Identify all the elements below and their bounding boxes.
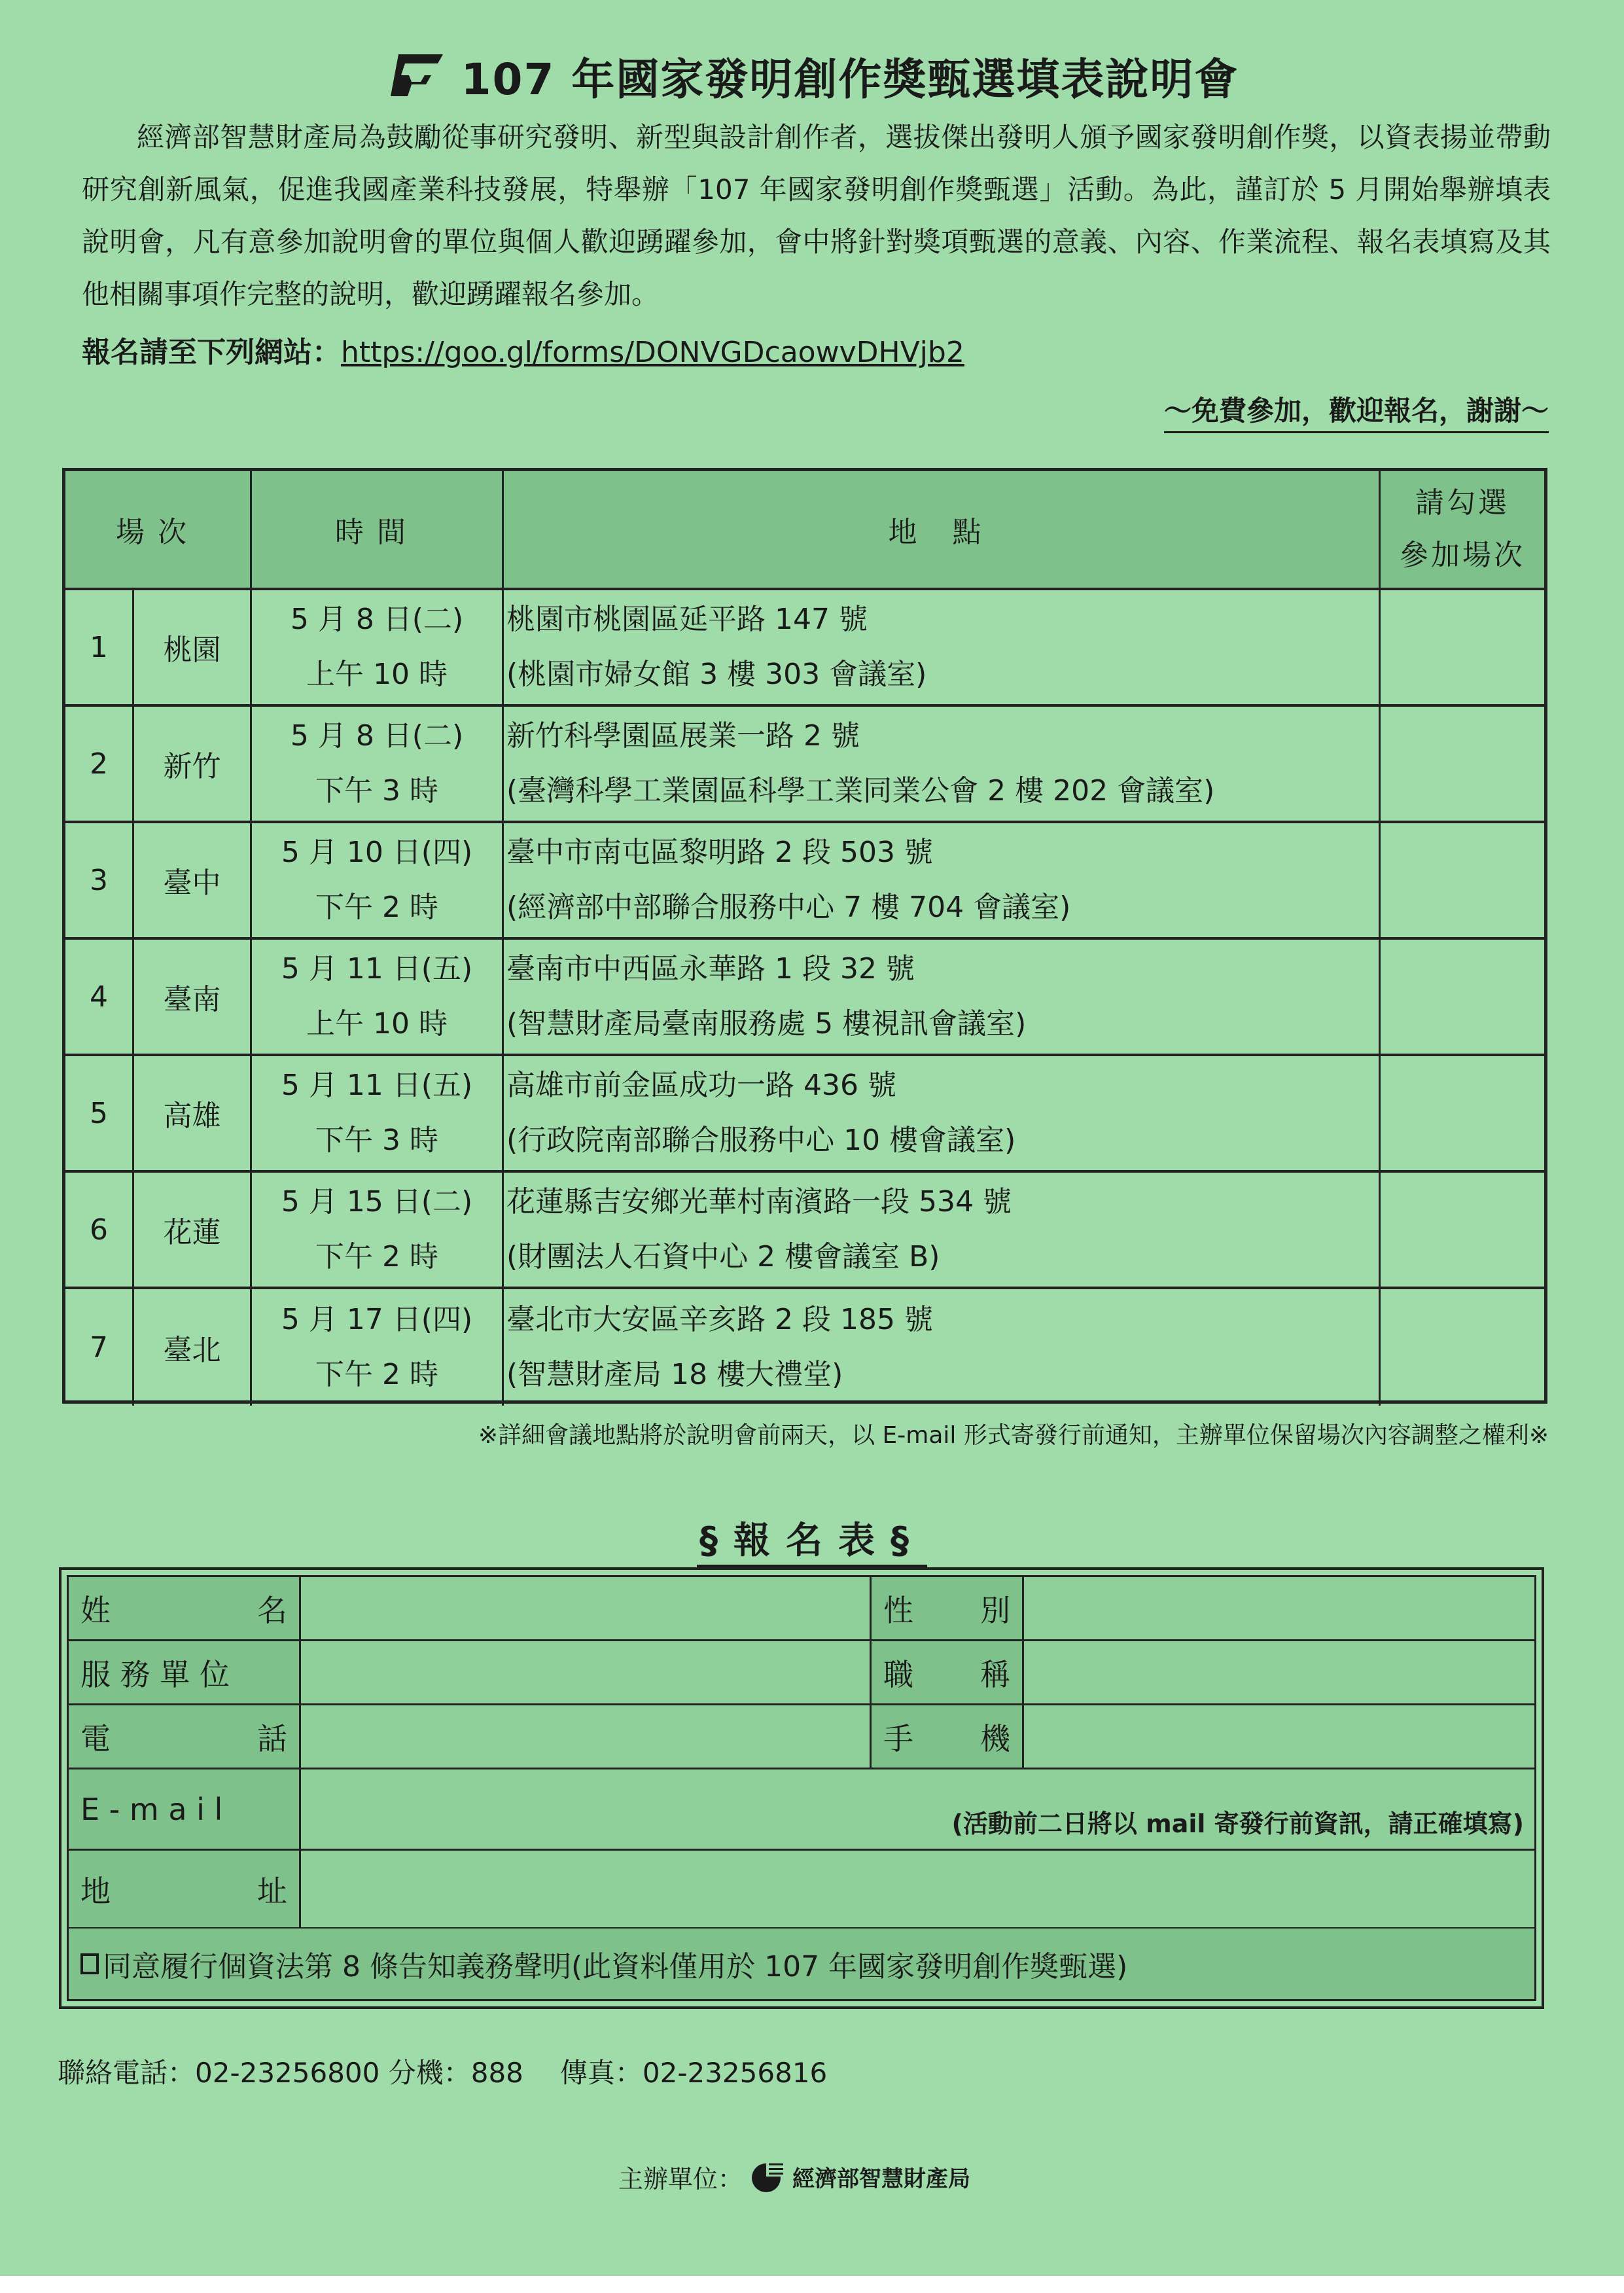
form-row-email (69, 1769, 1534, 1851)
session-check-cell[interactable] (1381, 1173, 1544, 1287)
intro-paragraph: 經濟部智慧財產局為鼓勵從事研究發明、新型與設計創作者，選拔傑出發明人頒予國家發明創作獎，以資表揚並帶動研究創新風氣，促進我國產業科技發展，特舉辦「107 年國家發明創作獎甄選」活動。為此，謹訂於 5 月開始舉辦填表說明會，凡有意參加說明會的單位與個人歡迎踴躍參加，會中將針對獎項甄選的意義、內容、作業流程、報名表填寫及其他相關事項作完整的說明，歡迎踴躍報名參加。 (82, 121, 1551, 310)
gender-field[interactable] (1024, 1577, 1534, 1639)
session-address (504, 590, 1381, 704)
address-line: 臺南市中西區永華路 1 段 32 號 (506, 952, 915, 986)
phone-label (69, 1705, 301, 1768)
organizer (618, 2158, 970, 2195)
organizer-name: 經濟部智慧財產局 (792, 2165, 971, 2192)
gender-label-b: 別 (980, 1592, 1010, 1628)
form-title (0, 1512, 1624, 1564)
address-line: 高雄市前金區成功一路 436 號 (506, 1069, 896, 1102)
session-city: 桃園 (134, 590, 252, 704)
session-hour: 下午 2 時 (315, 1240, 438, 1273)
email-note: (活動前二日將以 mail 寄發行前資訊，請正確填寫) (951, 1809, 1524, 1838)
venue-line: (桃園市婦女館 3 樓 303 會議室) (506, 658, 927, 691)
form-row-phone (69, 1705, 1534, 1769)
session-check-cell[interactable] (1381, 1289, 1544, 1406)
session-address (504, 707, 1381, 821)
session-hour: 下午 2 時 (315, 891, 438, 924)
session-time (252, 1056, 504, 1170)
signup-label: 報名請至下列網站： (82, 336, 341, 369)
session-city: 臺南 (134, 940, 252, 1054)
form-row-name (69, 1577, 1534, 1641)
session-hour: 上午 10 時 (306, 1007, 448, 1040)
address-line: 臺北市大安區辛亥路 2 段 185 號 (506, 1303, 933, 1336)
schedule-row (65, 1289, 1544, 1406)
session-hour: 下午 2 時 (315, 1358, 438, 1391)
schedule-row (65, 823, 1544, 940)
name-label-a: 姓 (80, 1592, 111, 1628)
session-number: 3 (65, 823, 134, 937)
session-check-cell[interactable] (1381, 1056, 1544, 1170)
email-field[interactable] (301, 1769, 1534, 1849)
session-check-cell[interactable] (1381, 823, 1544, 937)
session-city: 臺北 (134, 1289, 252, 1406)
mobile-label-b: 機 (980, 1720, 1010, 1756)
address-line: 桃園市桃園區延平路 147 號 (506, 603, 868, 636)
session-time (252, 940, 504, 1054)
session-city: 高雄 (134, 1056, 252, 1170)
session-city: 臺中 (134, 823, 252, 937)
address-label-a: 地 (80, 1873, 111, 1909)
session-check-cell[interactable] (1381, 940, 1544, 1054)
venue-line: (智慧財產局臺南服務處 5 樓視訊會議室) (506, 1007, 1027, 1040)
page-title: 107 年國家發明創作獎甄選填表說明會 (461, 54, 1239, 105)
session-time (252, 1173, 504, 1287)
session-address (504, 1289, 1381, 1406)
scan-edge (0, 2276, 1624, 2293)
org-label: 服 務 單 位 (69, 1641, 301, 1703)
session-address (504, 1056, 1381, 1170)
contact-phone: 聯絡電話：02-23256800 分機：888 (58, 2057, 523, 2089)
schedule-table (62, 468, 1547, 1404)
name-label-b: 名 (257, 1592, 287, 1628)
venue-line: (智慧財產局 18 樓大禮堂) (506, 1358, 843, 1391)
venue-line: (行政院南部聯合服務中心 10 樓會議室) (506, 1124, 1016, 1157)
registration-form (59, 1567, 1544, 2009)
address-line: 花蓮縣吉安鄉光華村南濱路一段 534 號 (506, 1185, 1012, 1218)
session-address (504, 1173, 1381, 1287)
session-address (504, 823, 1381, 937)
address-label-b: 址 (257, 1873, 287, 1909)
form-title-text: §報名表§ (697, 1520, 927, 1567)
session-number: 7 (65, 1289, 134, 1406)
session-date: 5 月 10 日(四) (281, 836, 473, 869)
job-title-label-a: 職 (883, 1656, 913, 1692)
mobile-label-a: 手 (883, 1720, 913, 1756)
mobile-field[interactable] (1024, 1705, 1534, 1768)
session-check-cell[interactable] (1381, 590, 1544, 704)
session-time (252, 1289, 504, 1406)
job-title-field[interactable] (1024, 1641, 1534, 1703)
session-city: 新竹 (134, 707, 252, 821)
job-title-label-b: 稱 (980, 1656, 1010, 1692)
organizer-label: 主辦單位： (618, 2164, 743, 2194)
consent-row (69, 1929, 1534, 1999)
session-date: 5 月 8 日(二) (290, 603, 464, 636)
tipo-small-logo-icon (749, 2158, 788, 2195)
mobile-label (872, 1705, 1024, 1768)
session-date: 5 月 11 日(五) (281, 952, 473, 986)
schedule-row (65, 940, 1544, 1056)
schedule-row (65, 707, 1544, 823)
contact-fax: 傳真：02-23256816 (559, 2057, 828, 2089)
gender-label (872, 1577, 1024, 1639)
venue-line: (財團法人石資中心 2 樓會議室 B) (506, 1240, 940, 1273)
schedule-header-row (65, 471, 1544, 590)
session-hour: 下午 3 時 (315, 774, 438, 808)
header-check-line2: 參加場次 (1400, 539, 1525, 572)
org-field[interactable] (301, 1641, 872, 1703)
contact-info (58, 2052, 864, 2091)
signup-line (82, 329, 964, 370)
title-row (0, 33, 1624, 118)
session-date: 5 月 15 日(二) (281, 1185, 473, 1218)
session-check-cell[interactable] (1381, 707, 1544, 821)
venue-line: (經濟部中部聯合服務中心 7 樓 704 會議室) (506, 891, 1071, 924)
schedule-row (65, 1056, 1544, 1173)
address-label (69, 1851, 301, 1927)
name-field[interactable] (301, 1577, 872, 1639)
session-number: 4 (65, 940, 134, 1054)
session-date: 5 月 17 日(四) (281, 1303, 473, 1336)
registration-form-inner (67, 1575, 1536, 2001)
phone-label-b: 話 (257, 1720, 287, 1756)
session-date: 5 月 8 日(二) (290, 719, 464, 753)
header-check-line1: 請勾選 (1415, 486, 1509, 520)
session-hour: 下午 3 時 (315, 1124, 438, 1157)
header-location: 地 點 (504, 471, 1381, 588)
free-admission-note: ～免費參加，歡迎報名，謝謝～ (1164, 389, 1549, 433)
session-time (252, 590, 504, 704)
session-hour: 上午 10 時 (306, 658, 448, 691)
header-check (1381, 471, 1544, 588)
venue-line: (臺灣科學工業園區科學工業同業公會 2 樓 202 會議室) (506, 774, 1215, 808)
consent-checkbox[interactable] (80, 1953, 99, 1974)
address-line: 新竹科學園區展業一路 2 號 (506, 719, 860, 753)
email-label: E - m a i l (69, 1769, 301, 1849)
form-row-org (69, 1641, 1534, 1705)
job-title-label (872, 1641, 1024, 1703)
address-field[interactable] (301, 1851, 1534, 1927)
session-city: 花蓮 (134, 1173, 252, 1287)
session-number: 2 (65, 707, 134, 821)
tipo-logo-icon (385, 49, 444, 101)
schedule-row (65, 1173, 1544, 1289)
schedule-footnote: ※詳細會議地點將於說明會前兩天，以 E-mail 形式寄發行前通知，主辦單位保留場次內容調整之權利※ (478, 1422, 1549, 1449)
session-number: 5 (65, 1056, 134, 1170)
address-line: 臺中市南屯區黎明路 2 段 503 號 (506, 836, 933, 869)
name-label (69, 1577, 301, 1639)
session-address (504, 940, 1381, 1054)
header-time: 時間 (252, 471, 504, 588)
gender-label-a: 性 (883, 1592, 913, 1628)
session-number: 6 (65, 1173, 134, 1287)
session-date: 5 月 11 日(五) (281, 1069, 473, 1102)
form-row-address (69, 1851, 1534, 1929)
signup-url-link[interactable]: https://goo.gl/forms/DONVGDcaowvDHVjb2 (341, 336, 964, 369)
header-session: 場次 (65, 471, 252, 588)
schedule-row (65, 590, 1544, 707)
session-time (252, 707, 504, 821)
phone-field[interactable] (301, 1705, 872, 1768)
phone-label-a: 電 (80, 1720, 111, 1756)
session-number: 1 (65, 590, 134, 704)
consent-text: 同意履行個資法第 8 條告知義務聲明(此資料僅用於 107 年國家發明創作獎甄選) (103, 1950, 1128, 1983)
session-time (252, 823, 504, 937)
